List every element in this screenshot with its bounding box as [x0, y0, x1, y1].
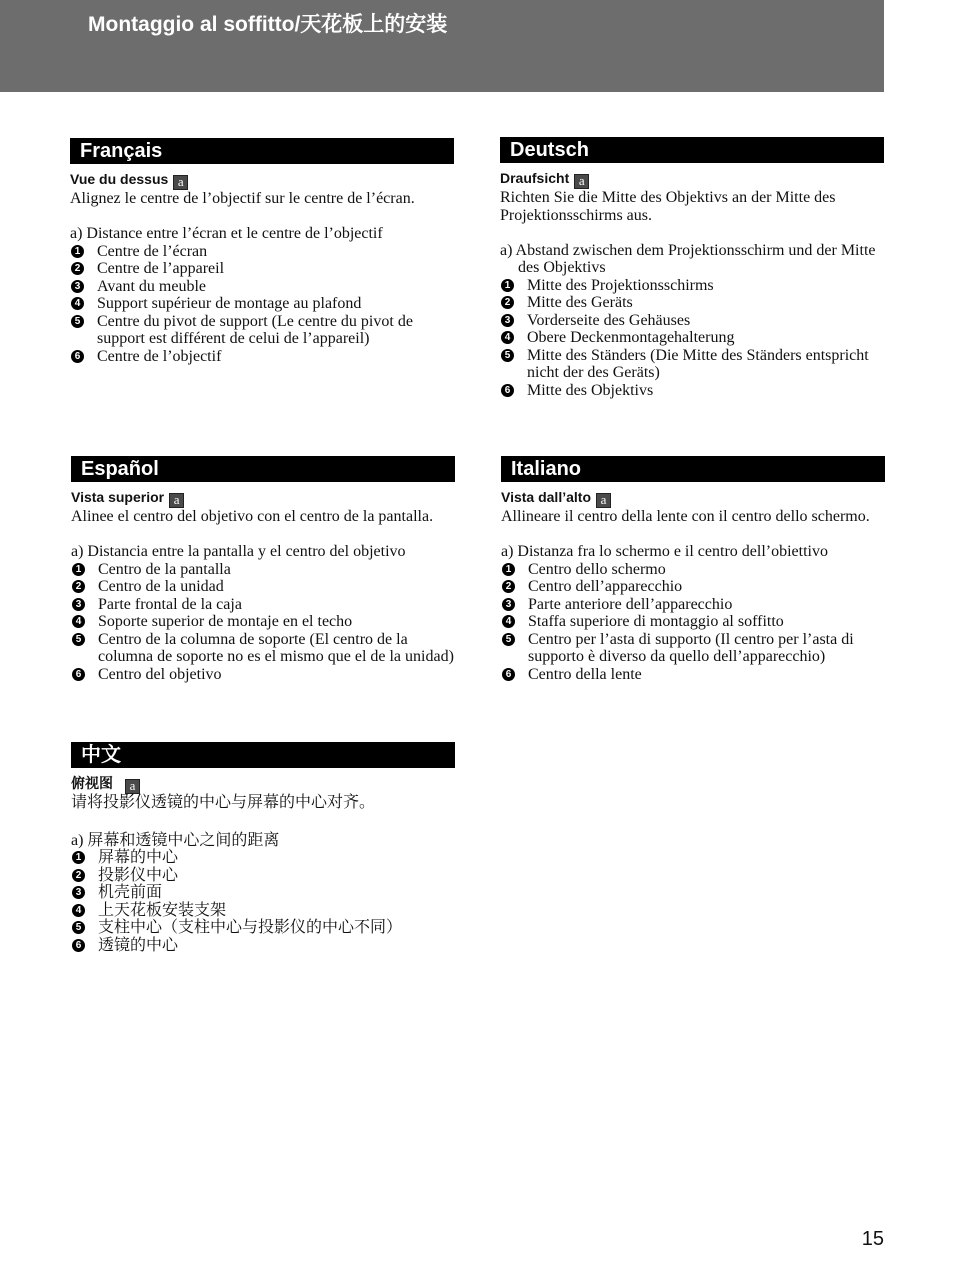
legend-item [70, 348, 460, 366]
page-header [0, 0, 884, 92]
legend-item [500, 312, 890, 330]
legend-item [71, 937, 461, 955]
subheading [500, 170, 890, 189]
circled-number-icon: 5 [71, 315, 84, 328]
section-heading: Español [71, 456, 455, 482]
legend-item-text: 投影仪中心 [98, 866, 179, 884]
circled-number-icon: 1 [71, 245, 84, 258]
legend-item [500, 329, 890, 347]
legend-item [71, 578, 461, 596]
legend-a: a) Distance entre l’écran et le centre de l’objectif [70, 225, 383, 242]
legend-list [500, 277, 890, 400]
circled-number-icon: 1 [72, 851, 85, 864]
circled-number-icon: 5 [72, 921, 85, 934]
section-heading: Français [70, 138, 454, 164]
circled-number-icon: 5 [72, 633, 85, 646]
legend-item-text: Mitte des Projektionsschirms [527, 276, 714, 294]
circled-number-icon: 5 [502, 633, 515, 646]
legend-item [71, 666, 461, 684]
legend-a: a) 屏幕和透镜中心之间的距离 [71, 831, 280, 849]
legend-item [70, 260, 460, 278]
legend-item-text: Obere Deckenmontagehalterung [527, 329, 735, 346]
circled-number-icon: 4 [502, 615, 515, 628]
legend-item-text: Centro de la unidad [98, 578, 224, 595]
legend-item-text: Soporte superior de montaje en el techo [98, 613, 353, 630]
legend-item [71, 849, 461, 867]
legend-item-text: Vorderseite des Gehäuses [527, 311, 691, 329]
figure-ref-icon: a [169, 493, 184, 508]
legend-item-text: Centre de l’écran [97, 242, 208, 260]
section-german [500, 137, 890, 399]
section-heading: Deutsch [500, 137, 884, 163]
legend-item-text: Centro della lente [528, 665, 642, 683]
legend-a: a) Distancia entre la pantalla y el centro del objetivo [71, 543, 406, 560]
legend-item-text: Centro dell’apparecchio [528, 578, 683, 595]
legend-item [70, 278, 460, 296]
legend-item-text: Mitte des Objektivs [527, 381, 654, 399]
legend-item-text: Centro de la pantalla [98, 560, 231, 578]
circled-number-icon: 3 [501, 314, 514, 327]
legend-item-text: Staffa superiore di montaggio al soffitto [528, 613, 784, 630]
circled-number-icon: 3 [71, 280, 84, 293]
section-heading: Italiano [501, 456, 885, 482]
subheading-label: Vista dall’alto [501, 489, 591, 505]
legend-item-text: 透镜的中心 [98, 936, 179, 954]
section-french [70, 138, 460, 365]
legend-item [71, 902, 461, 920]
subheading-label: Draufsicht [500, 170, 570, 186]
legend-item [500, 382, 890, 400]
legend-item-text: Mitte des Ständers (Die Mitte des Ständers entspricht nicht der des Geräts) [527, 346, 869, 381]
instruction-text: Allineare il centro della lente con il centro dello schermo. [501, 508, 870, 525]
legend-item [501, 561, 891, 579]
legend-item-text: Centre de l’objectif [97, 347, 222, 365]
circled-number-icon: 6 [72, 939, 85, 952]
legend-item [71, 596, 461, 614]
section-spanish [71, 456, 461, 683]
legend-list [71, 849, 461, 954]
circled-number-icon: 3 [502, 598, 515, 611]
legend-list [70, 243, 460, 366]
legend-item-text: Centre du pivot de support (Le centre du pivot de support est différent de celui de l’appareil) [97, 312, 413, 347]
legend-item-text: 支柱中心（支柱中心与投影仪的中心不同） [98, 919, 403, 936]
legend-item-text: Centro del objetivo [98, 665, 222, 683]
circled-number-icon: 2 [71, 262, 84, 275]
legend-a: a) Distanza fra lo schermo e il centro dell’obiettivo [501, 543, 828, 560]
legend-item [71, 884, 461, 902]
legend-item [70, 243, 460, 261]
legend-item [71, 631, 461, 666]
legend-item-text: Avant du meuble [97, 277, 207, 295]
circled-number-icon: 3 [72, 886, 85, 899]
figure-ref-icon: a [574, 174, 589, 189]
legend-item-text: 上天花板安装支架 [98, 901, 227, 919]
legend-item [501, 596, 891, 614]
circled-number-icon: 3 [72, 598, 85, 611]
legend-list [71, 561, 461, 684]
circled-number-icon: 1 [72, 563, 85, 576]
circled-number-icon: 6 [72, 668, 85, 681]
circled-number-icon: 4 [72, 904, 85, 917]
legend-item [500, 294, 890, 312]
legend-list [501, 561, 891, 684]
legend-item [500, 277, 890, 295]
subheading-label: Vue du dessus [70, 171, 169, 187]
figure-ref-icon: a [173, 175, 188, 190]
legend-item-text: Support supérieur de montage au plafond [97, 295, 362, 312]
instruction-text: Richten Sie die Mitte des Objektivs an der Mitte des Projektionsschirms aus. [500, 189, 836, 224]
figure-ref-icon: a [596, 493, 611, 508]
legend-item-text: Mitte des Geräts [527, 294, 633, 311]
legend-item-text: 机壳前面 [98, 884, 163, 901]
legend-item [501, 666, 891, 684]
circled-number-icon: 6 [501, 384, 514, 397]
circled-number-icon: 5 [501, 349, 514, 362]
circled-number-icon: 2 [502, 580, 515, 593]
circled-number-icon: 4 [72, 615, 85, 628]
legend-item [500, 347, 890, 382]
legend-item [71, 613, 461, 631]
legend-item-text: Centro dello schermo [528, 560, 666, 578]
legend-item [71, 561, 461, 579]
instruction-text: Alignez le centre de l’objectif sur le centre de l’écran. [70, 190, 415, 207]
legend-item [70, 295, 460, 313]
instruction-text: 请将投影仪透镜的中心与屏幕的中心对齐。 [71, 794, 376, 811]
subheading [71, 775, 461, 794]
legend-item-text: Centro de la columna de soporte (El centro de la columna de soporte no es el mismo que el de la unidad) [98, 630, 454, 665]
circled-number-icon: 4 [71, 297, 84, 310]
instruction-text: Alinee el centro del objetivo con el centro de la pantalla. [71, 508, 434, 525]
section-heading: 中文 [71, 742, 455, 768]
legend-item [71, 867, 461, 885]
legend-item [501, 578, 891, 596]
legend-item-text: Parte frontal de la caja [98, 595, 242, 613]
subheading [501, 489, 891, 508]
circled-number-icon: 2 [72, 580, 85, 593]
circled-number-icon: 6 [502, 668, 515, 681]
page-title: Montaggio al soffitto/天花板上的安装 [88, 13, 448, 36]
subheading-label: 俯视图 [71, 775, 113, 791]
subheading [71, 489, 461, 508]
legend-item [70, 313, 460, 348]
legend-item [501, 613, 891, 631]
legend-item [501, 631, 891, 666]
circled-number-icon: 6 [71, 350, 84, 363]
circled-number-icon: 2 [501, 296, 514, 309]
legend-item-text: Centre de l’appareil [97, 260, 225, 277]
legend-a: a) Abstand zwischen dem Projektionsschirm und der Mitte des Objektivs [500, 241, 876, 276]
legend-item-text: Parte anteriore dell’apparecchio [528, 595, 733, 613]
legend-item-text: 屏幕的中心 [98, 849, 179, 866]
section-italian [501, 456, 891, 683]
legend-item [71, 919, 461, 937]
circled-number-icon: 1 [502, 563, 515, 576]
section-chinese [71, 742, 461, 954]
legend-item-text: Centro per l’asta di supporto (Il centro per l’asta di supporto è diverso da quello dell’apparecchio) [528, 630, 854, 665]
subheading [70, 171, 460, 190]
circled-number-icon: 2 [72, 869, 85, 882]
circled-number-icon: 4 [501, 331, 514, 344]
circled-number-icon: 1 [501, 279, 514, 292]
subheading-label: Vista superior [71, 489, 165, 505]
figure-ref-icon: a [125, 779, 140, 794]
page-number: 15 [861, 1228, 884, 1250]
